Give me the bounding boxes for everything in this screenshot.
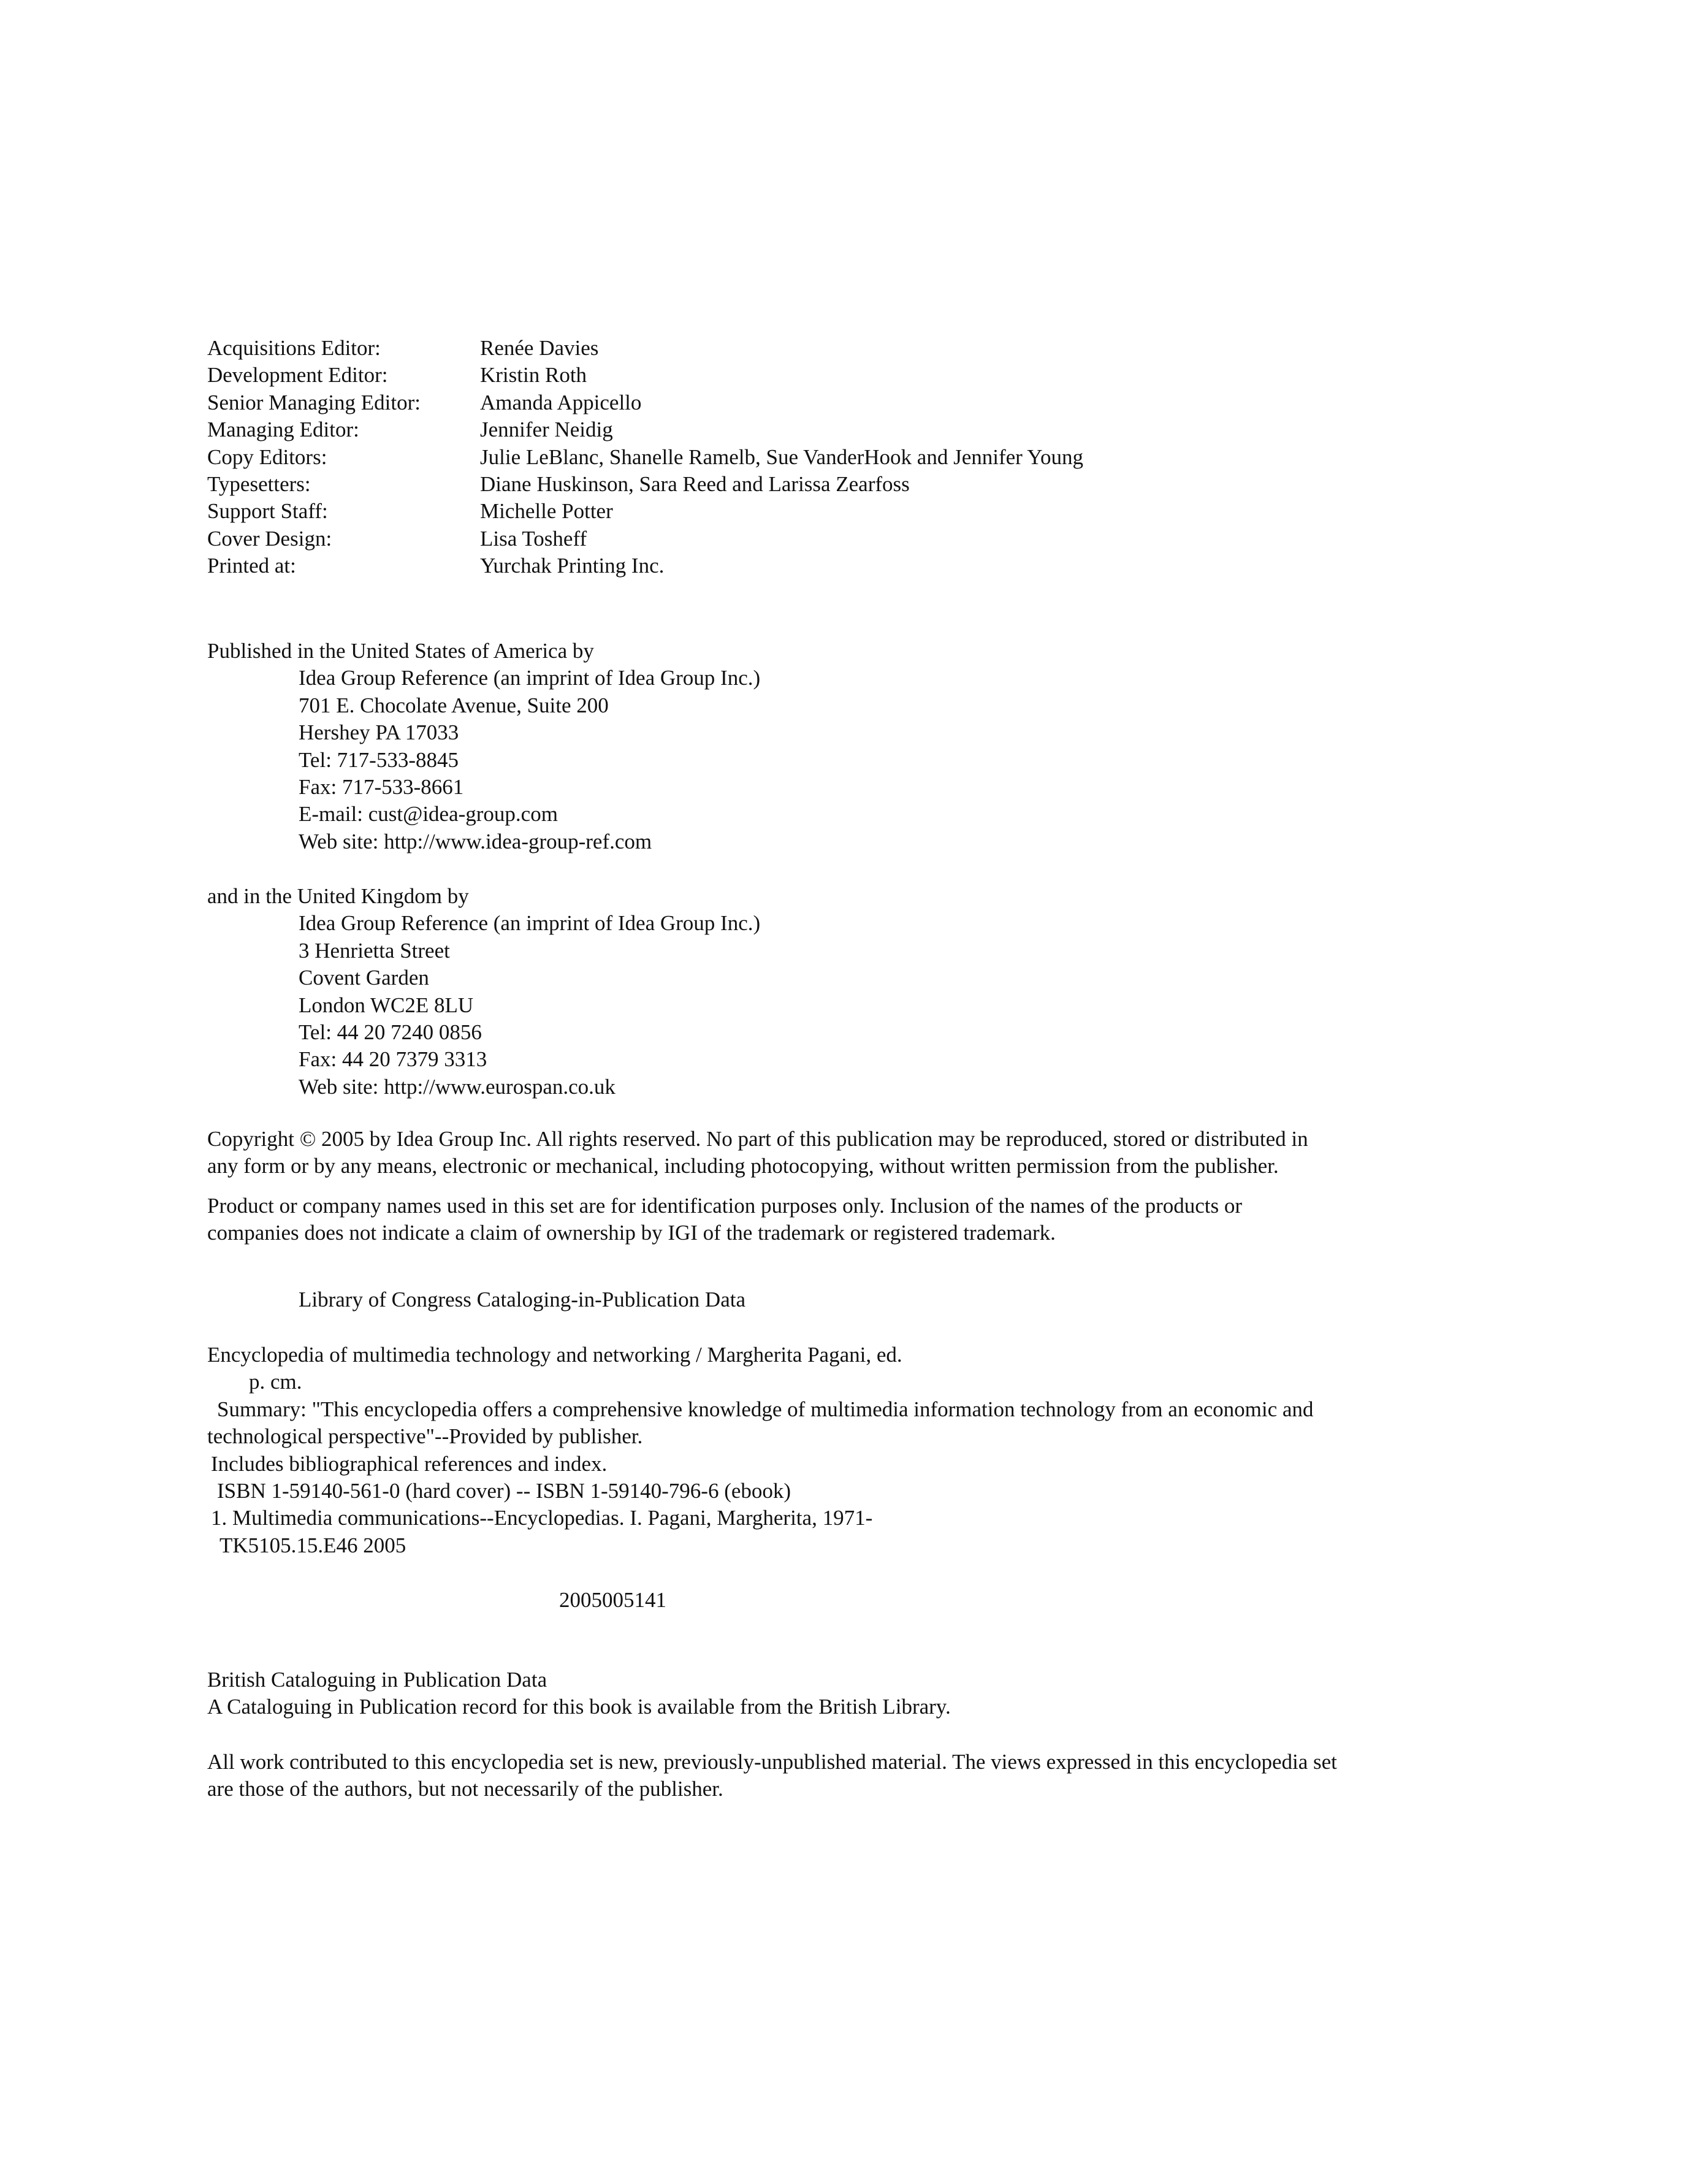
british-cip-heading: British Cataloguing in Publication Data	[207, 1668, 547, 1692]
credit-row	[207, 552, 1458, 579]
cip-title: Encyclopedia of multimedia technology and networking / Margherita Pagani, ed.	[207, 1343, 902, 1367]
website-line: Web site: http://www.eurospan.co.uk	[299, 1074, 616, 1099]
publisher-name: Idea Group Reference (an imprint of Idea Group Inc.)	[299, 911, 761, 936]
credits-list	[207, 335, 1458, 580]
cip-pcm: p. cm.	[249, 1370, 302, 1394]
cip-lccn: 2005005141	[559, 1588, 666, 1612]
copyright-notice	[207, 1126, 1458, 1180]
credit-role: Printed at:	[207, 554, 296, 578]
credit-role: Cover Design:	[207, 526, 332, 551]
address-line: 701 E. Chocolate Avenue, Suite 200	[299, 693, 609, 717]
credit-name: Jennifer Neidig	[480, 418, 613, 442]
copyright-line: any form or by any means, electronic or mechanical, including photocopying, without written permission from the publisher.	[207, 1154, 1279, 1178]
fax-line: Fax: 44 20 7379 3313	[299, 1047, 487, 1072]
cip-record	[207, 1342, 1458, 1559]
credit-name: Lisa Tosheff	[480, 526, 587, 551]
credit-row	[207, 362, 1458, 389]
credit-name: Michelle Potter	[480, 499, 613, 524]
address-line: Covent Garden	[299, 966, 429, 990]
credit-row	[207, 525, 1458, 552]
trademark-notice	[207, 1193, 1458, 1247]
note-line: All work contributed to this encyclopedia set is new, previously-unpublished material. The views expressed in this encyclopedia set	[207, 1750, 1337, 1774]
british-cip-block	[207, 1666, 1458, 1721]
credit-role: Typesetters:	[207, 471, 311, 496]
phone-line: Tel: 44 20 7240 0856	[299, 1020, 482, 1044]
credit-role: Development Editor:	[207, 363, 388, 387]
credit-row	[207, 335, 1458, 362]
address-line: London WC2E 8LU	[299, 993, 474, 1017]
credit-row	[207, 444, 1458, 471]
trademark-line: companies does not indicate a claim of ownership by IGI of the trademark or registered trademark.	[207, 1221, 1056, 1245]
cip-summary-cont: technological perspective"--Provided by publisher.	[207, 1424, 643, 1449]
credit-row	[207, 389, 1458, 416]
email-line: E-mail: cust@idea-group.com	[299, 802, 558, 826]
fax-line: Fax: 717-533-8661	[299, 774, 464, 799]
cip-call-number: TK5105.15.E46 2005	[219, 1533, 406, 1557]
address-line: Hershey PA 17033	[299, 720, 459, 745]
credit-name: Diane Huskinson, Sara Reed and Larissa Zearfoss	[480, 471, 910, 496]
credit-name: Kristin Roth	[480, 363, 587, 387]
copyright-line: Copyright © 2005 by Idea Group Inc. All rights reserved. No part of this publication may be reproduced, stored or distributed in	[207, 1127, 1308, 1151]
trademark-line: Product or company names used in this set are for identification purposes only. Inclusion of the names of the products or	[207, 1194, 1243, 1218]
lccn-block	[559, 1587, 804, 1614]
website-line: Web site: http://www.idea-group-ref.com	[299, 829, 652, 853]
publisher-uk-intro: and in the United Kingdom by	[207, 884, 469, 908]
note-line: are those of the authors, but not necessarily of the publisher.	[207, 1777, 723, 1801]
publisher-name: Idea Group Reference (an imprint of Idea Group Inc.)	[299, 666, 761, 690]
publisher-us-block	[207, 638, 1458, 855]
credit-role: Senior Managing Editor:	[207, 390, 421, 414]
cip-isbn: ISBN 1-59140-561-0 (hard cover) -- ISBN 1-59140-796-6 (ebook)	[217, 1478, 791, 1503]
credit-role: Acquisitions Editor:	[207, 336, 381, 360]
cip-summary: Summary: "This encyclopedia offers a comprehensive knowledge of multimedia information technology from an economic and	[217, 1397, 1314, 1421]
contribution-note	[207, 1749, 1458, 1803]
credit-name: Renée Davies	[480, 336, 599, 360]
phone-line: Tel: 717-533-8845	[299, 747, 459, 772]
credit-role: Support Staff:	[207, 499, 328, 524]
credit-row	[207, 416, 1458, 443]
cip-subject: 1. Multimedia communications--Encyclopedias. I. Pagani, Margherita, 1971-	[211, 1506, 873, 1530]
credit-row	[207, 498, 1458, 525]
credit-name: Julie LeBlanc, Shanelle Ramelb, Sue VanderHook and Jennifer Young	[480, 445, 1084, 469]
loc-heading-block	[207, 1286, 1458, 1313]
publisher-uk-block	[207, 883, 1458, 1101]
address-line: 3 Henrietta Street	[299, 938, 450, 963]
publisher-us-intro: Published in the United States of America by	[207, 639, 594, 663]
credit-name: Amanda Appicello	[480, 390, 642, 414]
credit-role: Managing Editor:	[207, 418, 359, 442]
loc-heading: Library of Congress Cataloging-in-Publication Data	[299, 1288, 746, 1311]
credit-role: Copy Editors:	[207, 445, 327, 469]
cip-includes: Includes bibliographical references and index.	[211, 1451, 608, 1476]
british-cip-text: A Cataloguing in Publication record for this book is available from the British Library.	[207, 1695, 951, 1719]
credit-name: Yurchak Printing Inc.	[480, 554, 665, 578]
credit-row	[207, 471, 1458, 498]
